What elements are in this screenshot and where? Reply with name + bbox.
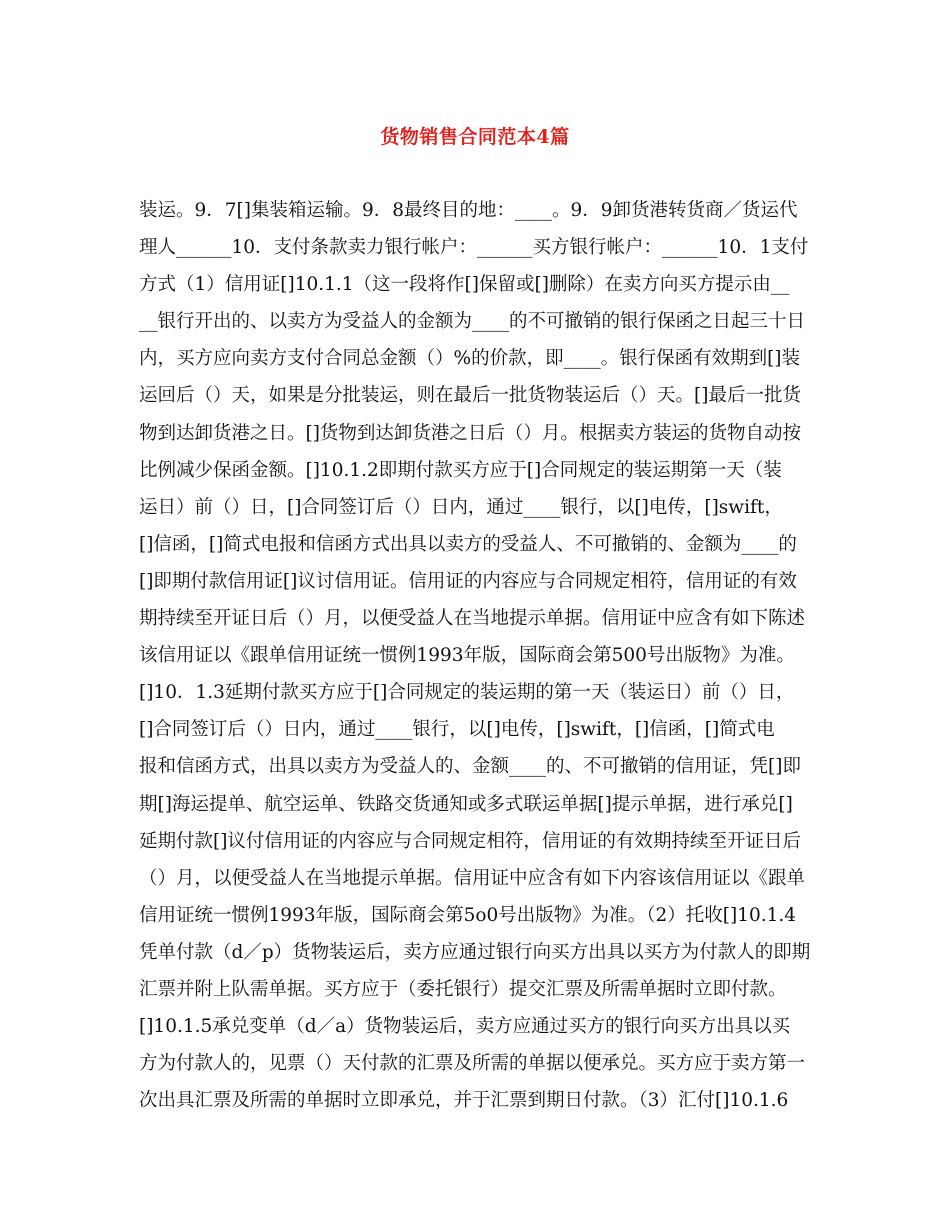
body-text-line: 装运。9．7[]集装箱运输。9．8最终目的地：____。9．9卸货港转货商／货运代 (139, 200, 798, 221)
document-title: 货物销售合同范本4篇 (380, 126, 570, 148)
body-text-line: 期[]海运提单、航空运单、铁路交货通知或多式联运单据[]提示单据，进行承兑[] (139, 793, 793, 815)
body-text-line: 物到达卸货港之日。[]货物到达卸货港之日后（）月。根据卖方装运的货物自动按 (139, 422, 801, 444)
body-text-line: （）月，以便受益人在当地提示单据。信用证中应含有如下内容该信用证以《跟单 (139, 867, 806, 889)
body-text-line: 信用证统一惯例1993年版，国际商会第5o0号出版物》为准。（2）托收[]10.1.4 (139, 904, 797, 926)
body-text-line: 比例减少保函金额。[]10.1.2即期付款买方应于[]合同规定的装运期第一天（装 (139, 459, 782, 481)
body-text-line: 内，买方应向卖方支付合同总金额（）%的价款，即____。银行保函有效期到[]装 (139, 348, 801, 370)
body-text-line: []10.1.5承兑变单（d／a）货物装运后，卖方应通过买方的银行向买方出具以买 (139, 1016, 791, 1038)
body-text-line: 凭单付款（d／p）货物装运后，卖方应通过银行向买方出具以买方为付款人的即期 (139, 941, 811, 963)
document-body (139, 192, 811, 1119)
body-text-line: []即期付款信用证[]议讨信用证。信用证的内容应与合同规定相符，信用证的有效 (139, 570, 797, 592)
body-text-line: 次出具汇票及所需的单据时立即承兑，并于汇票到期日付款。（3）汇付[]10.1.6 (139, 1090, 789, 1112)
body-text-line: 期持续至开证日后（）月，以便受益人在当地提示单据。信用证中应含有如下陈述 (139, 608, 806, 630)
body-text-line: 运日）前（）日，[]合同签订后（）日内，通过____银行，以[]电传，[]swift， (139, 496, 783, 518)
body-text-line: 延期付款[]议付信用证的内容应与合同规定相符，信用证的有效期持续至开证日后 (139, 830, 801, 852)
body-text-line: __银行开出的、以卖方为受益人的金额为____的不可撤销的银行保函之日起三十日 (139, 311, 806, 333)
body-text-line: 该信用证以《跟单信用证统一惯例1993年版，国际商会第500号出版物》为准。 (139, 645, 795, 667)
body-text-line: 方式（1）信用证[]10.1.1（这一段将作[]保留或[]删除）在卖方向买方提示由__ (139, 274, 790, 296)
body-text-line: 方为付款人的，见票（）天付款的汇票及所需的单据以便承兑。买方应于卖方第一 (139, 1053, 806, 1075)
body-text-line: 理人______10．支付条款卖力银行帐户：______买方银行帐户：______10．1支付 (139, 237, 809, 259)
body-text-line: 运回后（）天，如果是分批装运，则在最后一批货物装运后（）天。[]最后一批货 (139, 385, 801, 407)
body-text-line: 汇票并附上队需单据。买方应于（委托银行）提交汇票及所需单据时立即付款。 (139, 978, 787, 1000)
body-text-line: []合同签订后（）日内，通过____银行，以[]电传，[]swift，[]信函，[]简式电 (139, 719, 775, 741)
body-text-line: 报和信函方式，出具以卖方为受益人的、金额____的、不可撤销的信用证，凭[]即 (139, 756, 801, 778)
body-text-line: []10．1.3延期付款买方应于[]合同规定的装运期的第一天（装运日）前（）日， (139, 682, 795, 704)
body-text-line: []信函，[]简式电报和信函方式出具以卖方的受益人、不可撤销的、金额为____的 (139, 533, 797, 555)
